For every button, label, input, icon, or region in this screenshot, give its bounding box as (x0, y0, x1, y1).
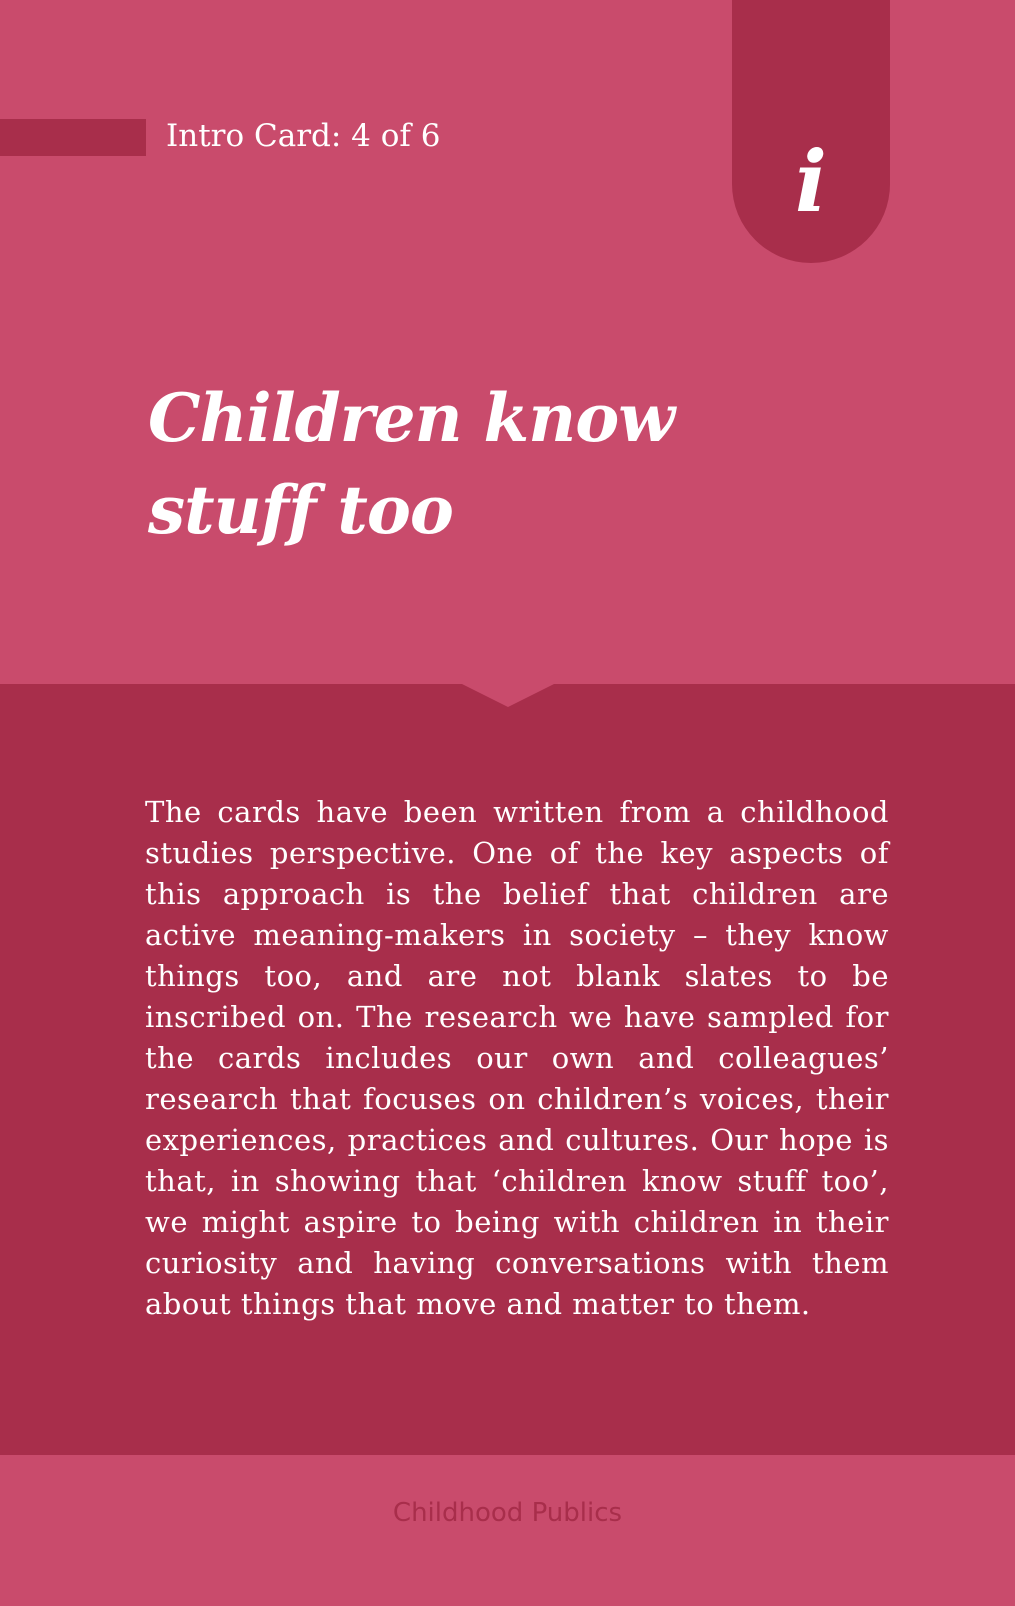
card-body-text: The cards have been written from a childhood studies perspective. One of the key aspects of this approach is the belief that children are active meaning-makers in society – they know things too, and are not blank slates to be inscribed on. The research we have sampled for the cards includes our own and colleagues’ research that focuses on children’s voices, their experiences, practices and cultures. Our hope is that, in showing that ‘children know stuff too’, we might aspire to being with children in their curiosity and having conversations with them about things that move and matter to them. (145, 795, 889, 1321)
panel-notch (460, 683, 556, 707)
info-icon: i (795, 132, 827, 231)
card-number-label: Intro Card: 4 of 6 (166, 118, 441, 154)
accent-bar (0, 119, 146, 156)
info-tab (732, 0, 890, 263)
card-title: Children know stuff too (148, 379, 675, 549)
footer-brand: Childhood Publics (392, 1498, 623, 1528)
